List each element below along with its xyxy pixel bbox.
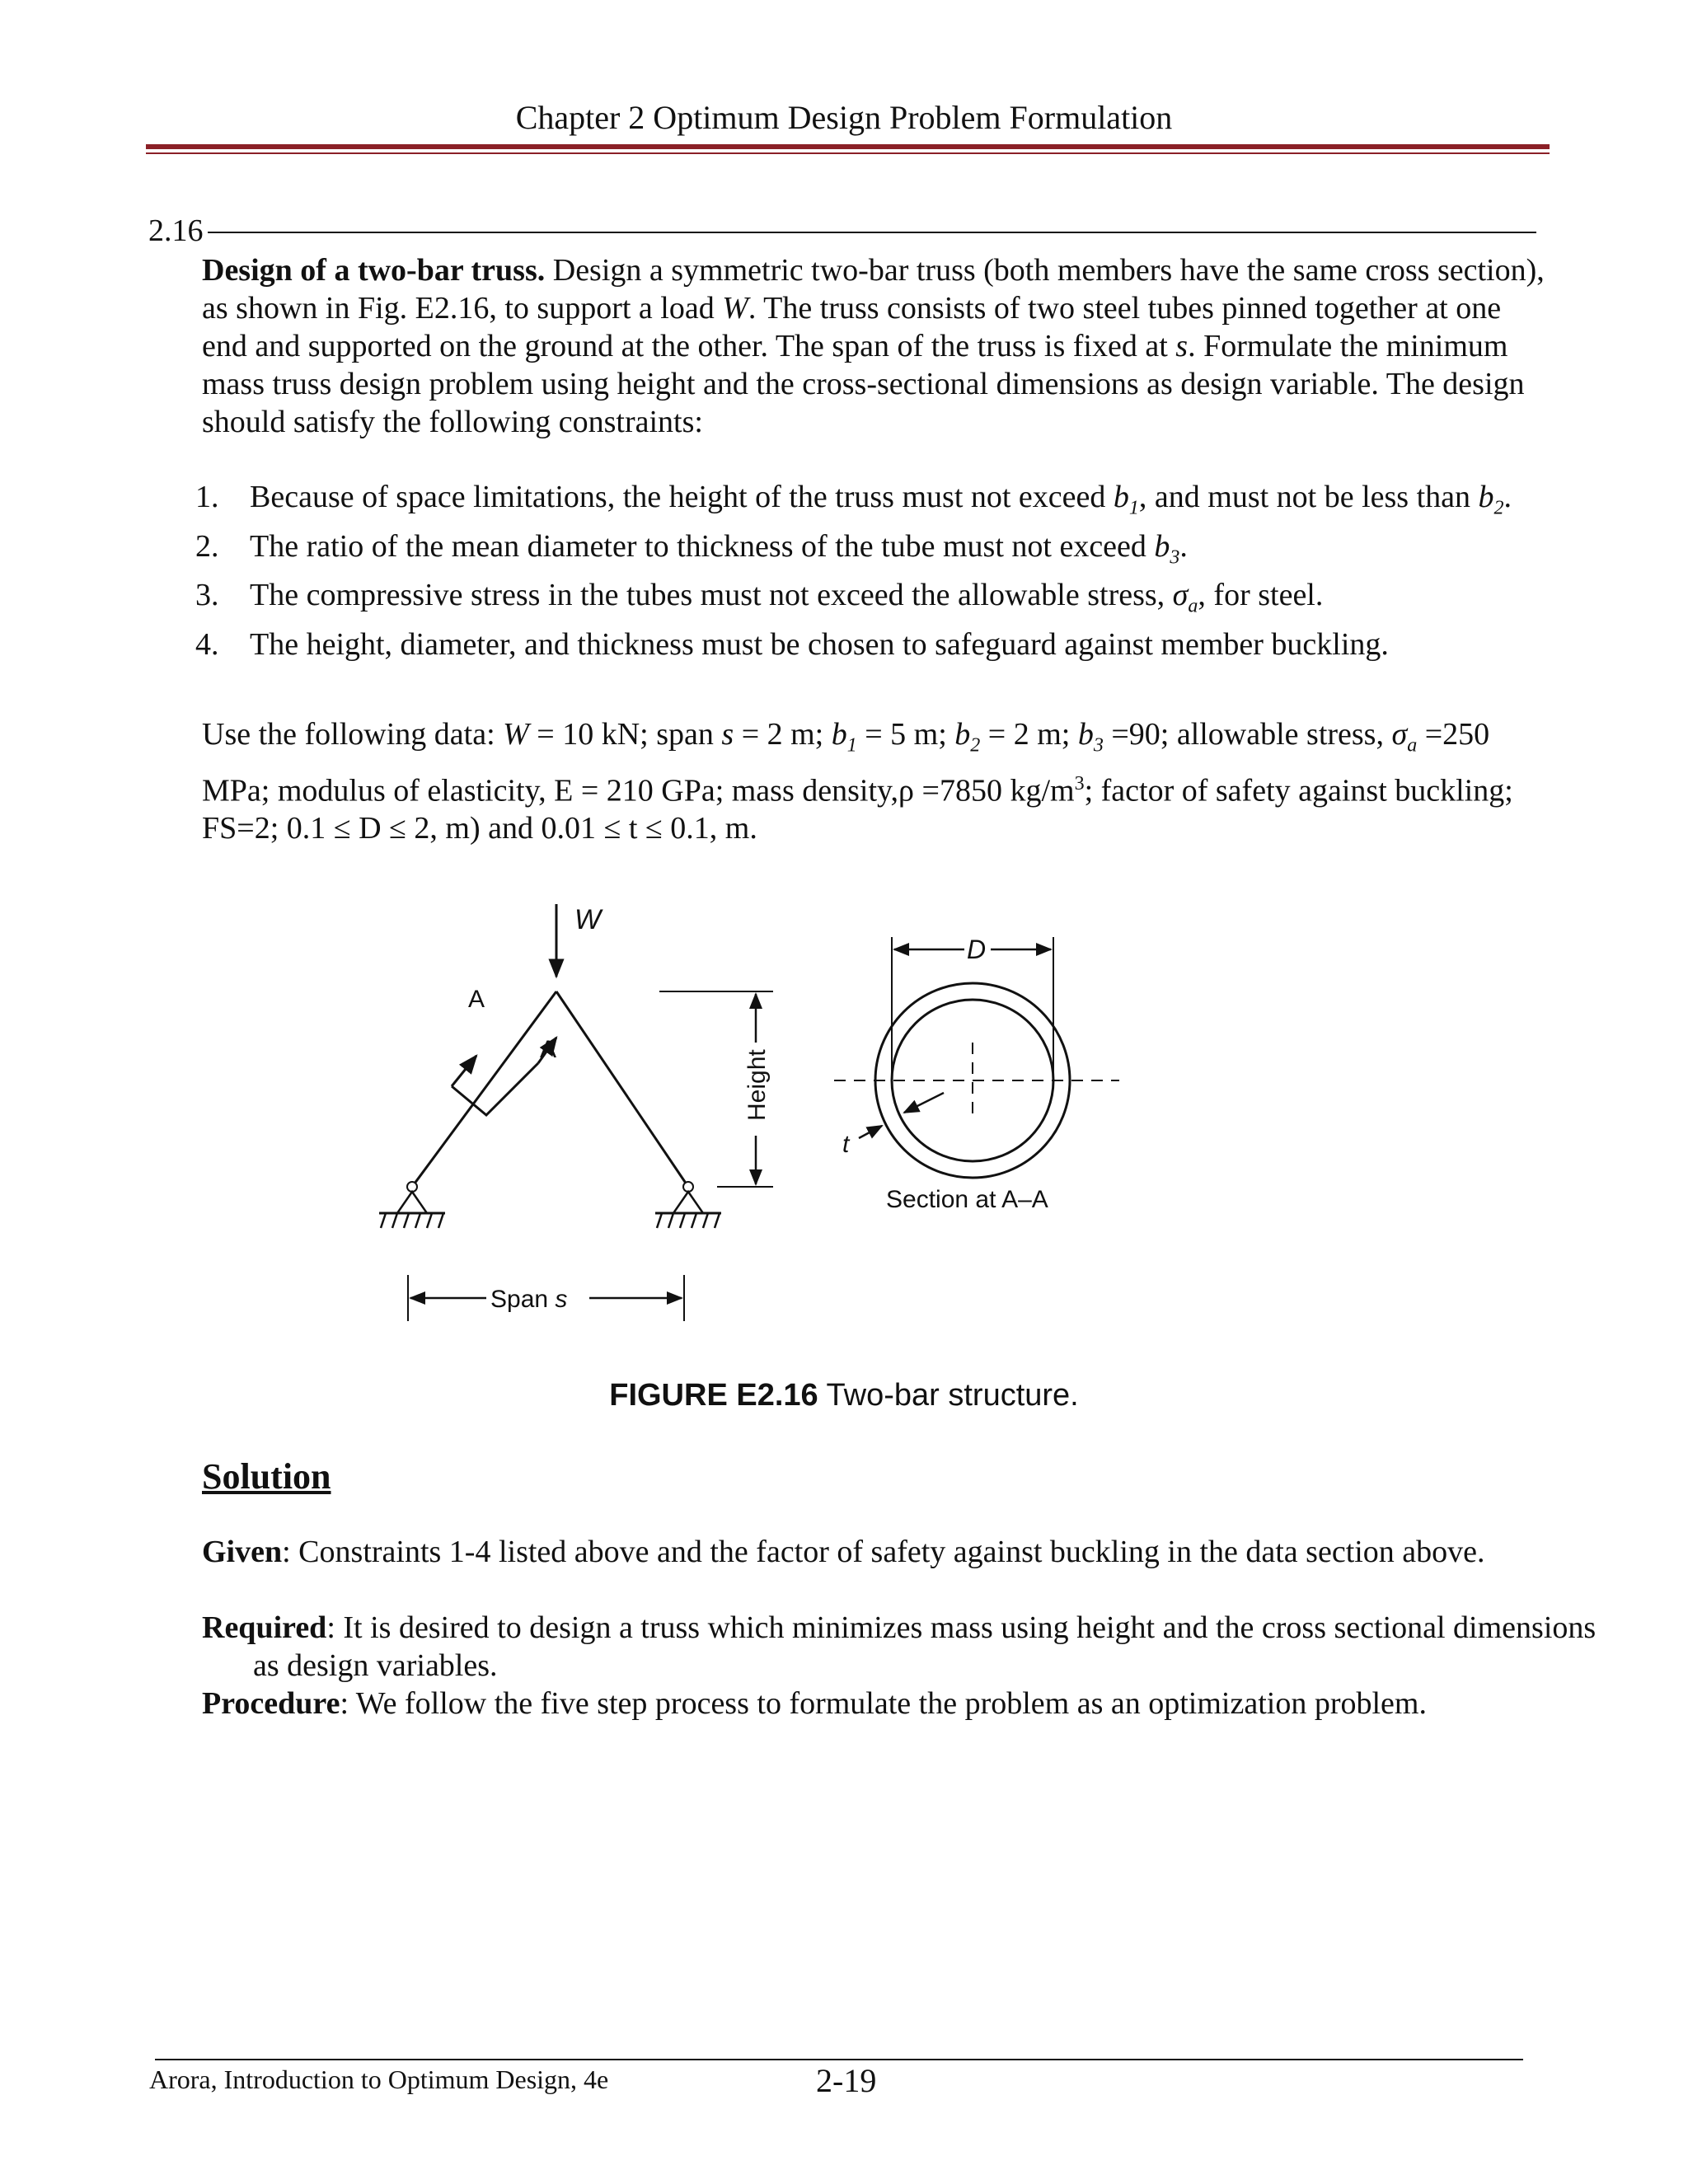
- subscript: a: [1407, 734, 1418, 757]
- symbol: b: [1113, 480, 1129, 514]
- symbol: W: [503, 717, 529, 752]
- diameter-label: D: [967, 935, 987, 964]
- section-label-inner: A: [540, 1036, 557, 1063]
- truss-member-right: [556, 991, 688, 1187]
- figure-caption-text: Two-bar structure.: [818, 1378, 1079, 1413]
- section-caption: Section at A–A: [886, 1186, 1048, 1213]
- load-symbol: W: [722, 291, 748, 326]
- span-symbol: s: [1175, 329, 1189, 363]
- truss-figure: [354, 894, 1137, 1360]
- thickness-arrow-outer: [859, 1126, 882, 1138]
- span-label: [490, 1286, 567, 1313]
- procedure-paragraph: [202, 1685, 1605, 1722]
- data-text: = 10 kN; span: [528, 717, 722, 752]
- list-text: The height, diameter, and thickness must be chosen to safeguard against member buckling.: [250, 626, 1389, 662]
- problem-statement: [202, 251, 1545, 441]
- required-label: Required: [202, 1610, 327, 1645]
- list-text: The compressive stress in the tubes must not exceed the allowable stress,: [250, 578, 1173, 613]
- list-number: 4.: [195, 626, 219, 662]
- section-arrow-left: [452, 1056, 476, 1086]
- symbol: σ: [1391, 717, 1408, 752]
- subscript: 1: [1128, 497, 1139, 519]
- load-label: W: [574, 904, 602, 935]
- list-number: 2.: [195, 528, 219, 564]
- symbol: b: [1077, 717, 1094, 752]
- required-text: : It is desired to design a truss which minimizes mass using height and the cross sectional dimensions as design variables.: [253, 1610, 1597, 1683]
- thickness-arrow-inner: [904, 1093, 944, 1113]
- list-text: , for steel.: [1198, 578, 1324, 613]
- list-text: The ratio of the mean diameter to thickness of the tube must not exceed: [250, 528, 1155, 564]
- data-text: Use the following data:: [202, 717, 504, 752]
- subscript: 1: [846, 734, 857, 757]
- problem-rule: [208, 232, 1536, 233]
- subscript: 3: [1093, 734, 1104, 757]
- solution-heading: Solution: [202, 1456, 331, 1497]
- footer-citation: Arora, Introduction to Optimum Design, 4e: [149, 2064, 609, 2094]
- header-rule: [146, 144, 1550, 149]
- list-text: , and must not be less than: [1138, 480, 1479, 514]
- height-label: Height: [743, 1049, 771, 1121]
- data-text: = 2 m;: [980, 717, 1078, 752]
- data-paragraph: [202, 715, 1545, 847]
- figure-caption-label: FIGURE E2.16: [609, 1378, 818, 1413]
- given-label: Given: [202, 1535, 283, 1569]
- symbol: b: [1154, 528, 1170, 564]
- header-rule-thin: [146, 152, 1550, 154]
- thickness-label: t: [842, 1131, 850, 1158]
- symbol: b: [831, 717, 847, 752]
- list-item: 1. Because of space limitations, the height of the truss must not exceed $b_1$, and must not be less than $b_2$.: [195, 480, 1512, 519]
- list-text: Because of space limitations, the height of the truss must not exceed: [250, 480, 1114, 514]
- data-text: ; factor of safety against buckling; FS=2; 0.1 ≤ D ≤ 2, m) and 0.01 ≤ t ≤ 0.1, m.: [202, 773, 1513, 846]
- list-item: 2. The ratio of the mean diameter to thickness of the tube must not exceed $b_3$.: [195, 528, 1188, 569]
- symbol: σ: [1172, 578, 1189, 613]
- symbol: s: [721, 717, 734, 752]
- problem-number: 2.16: [148, 213, 204, 248]
- span-label-text: Span: [490, 1286, 549, 1313]
- statement-part: . Formulate the minimum mass truss design problem using height and the cross-sectional dimensions as design variable. The design should satisfy the following constraints:: [202, 329, 1525, 439]
- span-label-symbol: s: [555, 1286, 568, 1313]
- problem-title: Design of a two-bar truss.: [202, 253, 546, 288]
- page-header-title: Chapter 2 Optimum Design Problem Formulation: [515, 99, 1173, 136]
- data-text: = 2 m;: [734, 717, 832, 752]
- procedure-text: : We follow the five step process to formulate the problem as an optimization problem.: [340, 1686, 1427, 1721]
- page-number: 2-19: [816, 2062, 877, 2099]
- required-paragraph: [202, 1609, 1605, 1685]
- data-text: =90; allowable stress,: [1103, 717, 1392, 752]
- data-text: = 5 m;: [856, 717, 955, 752]
- ground-hatch-left: [381, 1213, 443, 1228]
- statement-part: . The truss consists of two steel tubes pinned together at one end and supported on the ground at the other. The span of the truss is fixed at: [202, 291, 1502, 363]
- figure-caption: [0, 1376, 1688, 1414]
- section-label-outer: A: [468, 986, 485, 1013]
- given-text: : Constraints 1-4 listed above and the factor of safety against buckling in the data section above.: [282, 1535, 1485, 1569]
- ground-hatch-right: [657, 1213, 720, 1228]
- truss-member-left: [412, 991, 556, 1187]
- data-text: =250 MPa; modulus of elasticity, E = 210 GPa; mass density,ρ =7850 kg/m: [202, 717, 1490, 808]
- support-right-triangle: [673, 1192, 703, 1213]
- statement-part: Design a symmetric two-bar truss (both members have the same cross section), as shown in Fig. E2.16, to support a load: [202, 253, 1545, 326]
- superscript: 3: [1074, 772, 1085, 794]
- list-number: 3.: [195, 578, 219, 613]
- constraints-list: [195, 478, 1547, 663]
- procedure-label: Procedure: [202, 1686, 340, 1721]
- list-item: [195, 626, 1547, 663]
- subscript: 2: [1493, 497, 1504, 519]
- subscript: 2: [970, 734, 981, 757]
- subscript: 3: [1170, 546, 1180, 569]
- subscript: a: [1188, 595, 1198, 617]
- symbol: b: [954, 717, 971, 752]
- symbol: b: [1478, 480, 1494, 514]
- support-left-triangle: [397, 1192, 427, 1213]
- given-paragraph: [202, 1533, 1605, 1571]
- list-item: [195, 576, 1547, 626]
- list-number: 1.: [195, 480, 219, 514]
